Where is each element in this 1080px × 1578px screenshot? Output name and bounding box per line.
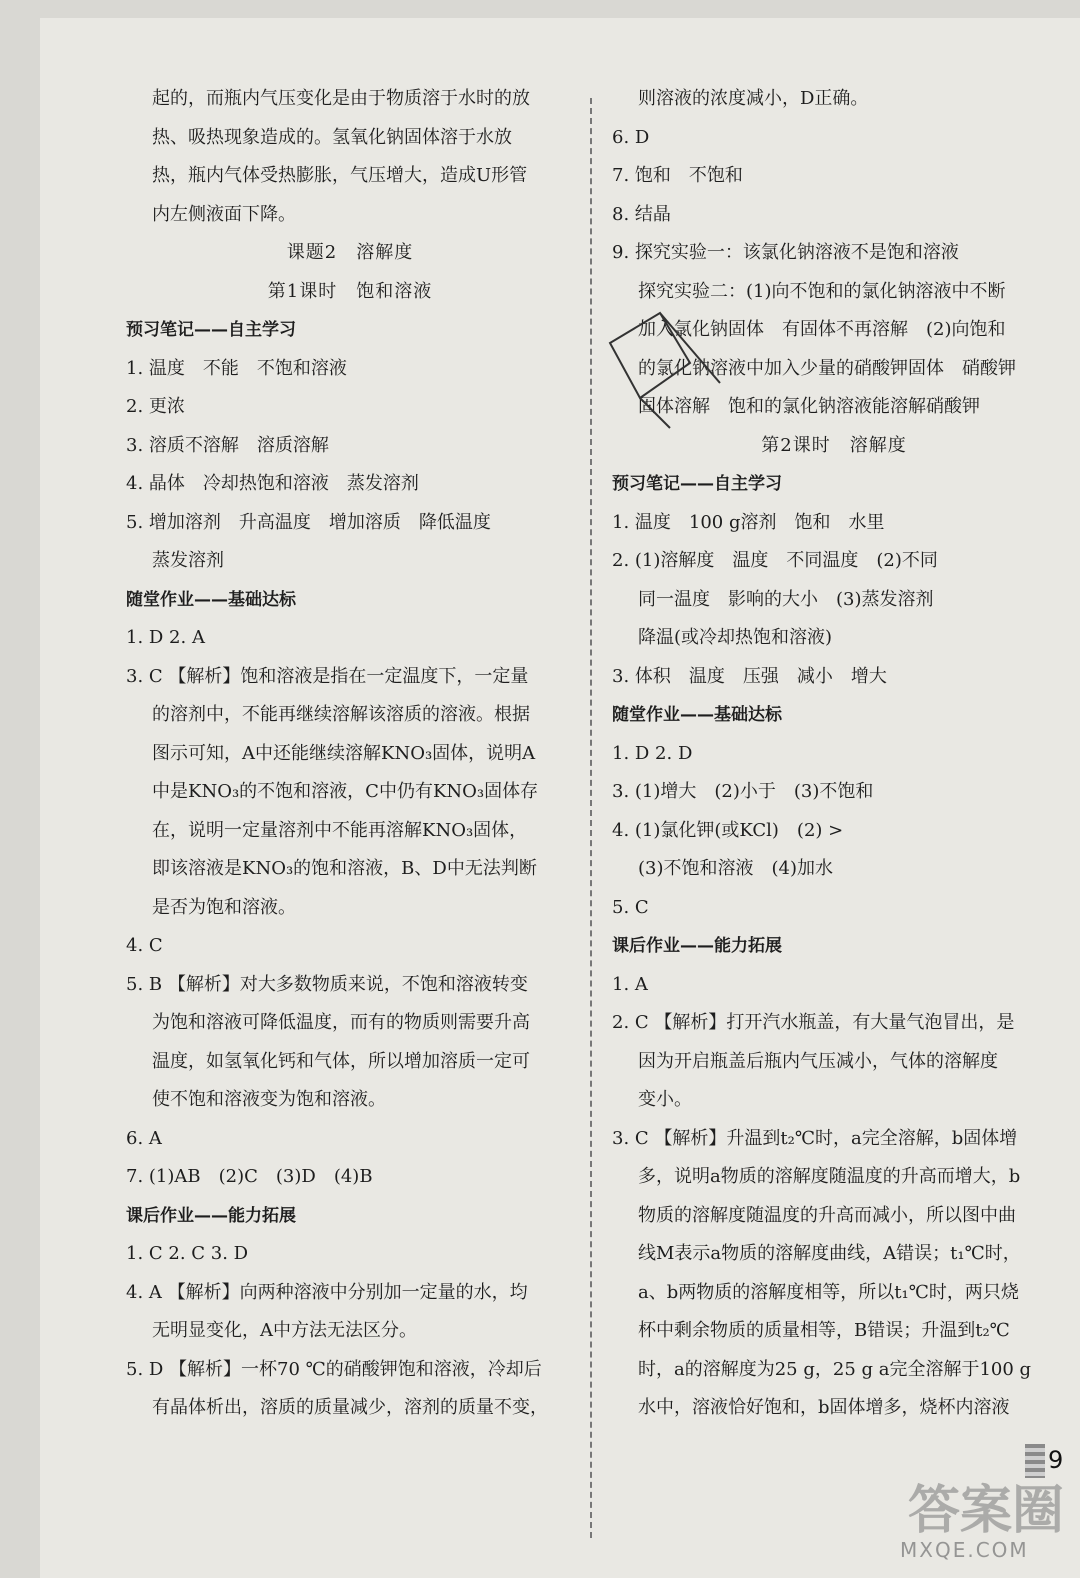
section-heading: 课后作业——能力拓展 bbox=[126, 1205, 296, 1226]
text-line: 7. (1)AB (2)C (3)D (4)B bbox=[126, 1166, 373, 1187]
text-line: 1. D 2. A bbox=[126, 627, 205, 648]
text-line: 起的，而瓶内气压变化是由于物质溶于水时的放 bbox=[152, 88, 530, 109]
section-heading: 课后作业——能力拓展 bbox=[612, 936, 782, 956]
text-line: 8. 结晶 bbox=[612, 203, 671, 225]
lesson-title: 第2课时 溶解度 bbox=[761, 434, 907, 456]
text-line: 3. 溶质不溶解 溶质溶解 bbox=[126, 434, 329, 456]
handwritten-scribble bbox=[600, 303, 740, 433]
text-line: 6. D bbox=[612, 126, 650, 148]
column-divider bbox=[590, 98, 592, 1538]
watermark bbox=[890, 1468, 1070, 1568]
text-line: 加入氯化钠固体 有固体不再溶解 (2)向饱和 bbox=[638, 319, 1006, 340]
text-line: 2. C 【解析】打开汽水瓶盖，有大量气泡冒出，是 bbox=[612, 1012, 1015, 1033]
text-line: 线M表示a物质的溶解度曲线，A错误；t₁℃时， bbox=[638, 1243, 1021, 1264]
text-line: 探究实验二：(1)向不饱和的氯化钠溶液中不断 bbox=[638, 280, 1006, 302]
text-line: 使不饱和溶液变为饱和溶液。 bbox=[152, 1089, 386, 1110]
text-line: 的溶剂中，不能再继续溶解该溶质的溶液。根据 bbox=[152, 704, 530, 725]
text-line: 1. 温度 不能 不饱和溶液 bbox=[126, 357, 347, 379]
text-line: 4. C bbox=[126, 935, 163, 956]
text-line: 时，a的溶解度为25 g，25 g a完全溶解于100 g bbox=[638, 1358, 1032, 1380]
text-line: 同一温度 影响的大小 (3)蒸发溶剂 bbox=[638, 588, 934, 610]
text-line: 1. 温度 100 g溶剂 饱和 水里 bbox=[612, 511, 885, 533]
text-line: 温度，如氢氧化钙和气体，所以增加溶质一定可 bbox=[152, 1050, 530, 1072]
text-line: 杯中剩余物质的质量相等，B错误；升温到t₂℃ bbox=[638, 1320, 1010, 1341]
text-line: a、b两物质的溶解度相等，所以t₁℃时，两只烧 bbox=[638, 1281, 1019, 1303]
page-number: 9 bbox=[1048, 1446, 1064, 1474]
text-line: 1. C 2. C 3. D bbox=[126, 1243, 249, 1264]
text-line: 在，说明一定量溶剂中不能再溶解KNO₃固体， bbox=[152, 819, 528, 841]
text-line: 5. C bbox=[612, 896, 649, 918]
text-line: 7. 饱和 不饱和 bbox=[612, 165, 743, 186]
text-line: 即该溶液是KNO₃的饱和溶液，B、D中无法判断 bbox=[152, 858, 537, 879]
text-line: 水中，溶液恰好饱和，b固体增多，烧杯内溶液 bbox=[638, 1397, 1010, 1418]
text-line: 有晶体析出，溶质的质量减少，溶剂的质量不变， bbox=[152, 1397, 548, 1418]
section-heading: 随堂作业——基础达标 bbox=[126, 589, 296, 610]
text-line: 蒸发溶剂 bbox=[152, 550, 224, 571]
text-line: 则溶液的浓度减小，D正确。 bbox=[638, 88, 869, 109]
text-line: 固体溶解 饱和的氯化钠溶液能溶解硝酸钾 bbox=[638, 396, 980, 417]
text-line: 5. 增加溶剂 升高温度 增加溶质 降低温度 bbox=[126, 511, 491, 533]
text-line: 2. (1)溶解度 温度 不同温度 (2)不同 bbox=[612, 550, 938, 571]
text-line: 热、吸热现象造成的。氢氧化钠固体溶于水放 bbox=[152, 126, 512, 148]
text-line: 物质的溶解度随温度的升高而减小，所以图中曲 bbox=[638, 1204, 1016, 1226]
text-line: 3. C 【解析】饱和溶液是指在一定温度下，一定量 bbox=[126, 665, 529, 687]
text-line: 3. C 【解析】升温到t₂℃时，a完全溶解，b固体增 bbox=[612, 1127, 1018, 1149]
text-line: 中是KNO₃的不饱和溶液，C中仍有KNO₃固体存 bbox=[152, 781, 539, 802]
text-line: (3)不饱和溶液 (4)加水 bbox=[638, 858, 833, 879]
text-line: 多，说明a物质的溶解度随温度的升高而增大，b bbox=[638, 1166, 1021, 1187]
text-line: 4. (1)氯化钾(或KCl) (2) > bbox=[612, 819, 844, 841]
lesson-title: 第1课时 饱和溶液 bbox=[267, 280, 433, 302]
text-line: 5. D 【解析】一杯70 ℃的硝酸钾饱和溶液，冷却后 bbox=[126, 1358, 542, 1380]
left-column bbox=[126, 80, 574, 1428]
text-line: 内左侧液面下降。 bbox=[152, 203, 296, 225]
text-line: 变小。 bbox=[638, 1089, 692, 1110]
lesson-title: 课题2 溶解度 bbox=[286, 242, 414, 263]
text-line: 1. A bbox=[612, 973, 648, 995]
watermark-logo: 答案圈 bbox=[908, 1481, 1065, 1541]
right-column bbox=[612, 80, 1056, 1428]
text-line: 2. 更浓 bbox=[126, 396, 185, 417]
text-line: 无明显变化，A中方法无法区分。 bbox=[152, 1320, 417, 1341]
document-page bbox=[40, 18, 1080, 1578]
text-line: 的氯化钠溶液中加入少量的硝酸钾固体 硝酸钾 bbox=[638, 357, 1016, 379]
text-line: 6. A bbox=[126, 1127, 162, 1149]
text-line: 3. (1)增大 (2)小于 (3)不饱和 bbox=[612, 781, 874, 802]
text-line: 5. B 【解析】对大多数物质来说，不饱和溶液转变 bbox=[126, 973, 528, 995]
text-line: 4. 晶体 冷却热饱和溶液 蒸发溶剂 bbox=[126, 473, 419, 494]
text-line: 图示可知，A中还能继续溶解KNO₃固体，说明A bbox=[152, 742, 536, 764]
text-line: 因为开启瓶盖后瓶内气压减小，气体的溶解度 bbox=[638, 1050, 998, 1072]
section-heading: 预习笔记——自主学习 bbox=[612, 474, 782, 494]
section-heading: 预习笔记——自主学习 bbox=[126, 320, 296, 340]
section-heading: 随堂作业——基础达标 bbox=[612, 705, 782, 725]
text-line: 降温(或冷却热饱和溶液) bbox=[638, 627, 833, 648]
text-line: 4. A 【解析】向两种溶液中分别加一定量的水，均 bbox=[126, 1281, 528, 1303]
text-line: 为饱和溶液可降低温度，而有的物质则需要升高 bbox=[152, 1012, 530, 1033]
text-line: 1. D 2. D bbox=[612, 742, 693, 764]
text-line: 热，瓶内气体受热膨胀，气压增大，造成U形管 bbox=[152, 165, 528, 186]
watermark-url: MXQE.COM bbox=[900, 1538, 1029, 1562]
text-line: 9. 探究实验一：该氯化钠溶液不是饱和溶液 bbox=[612, 242, 959, 263]
text-line: 是否为饱和溶液。 bbox=[152, 896, 296, 918]
text-line: 3. 体积 温度 压强 减小 增大 bbox=[612, 665, 887, 687]
